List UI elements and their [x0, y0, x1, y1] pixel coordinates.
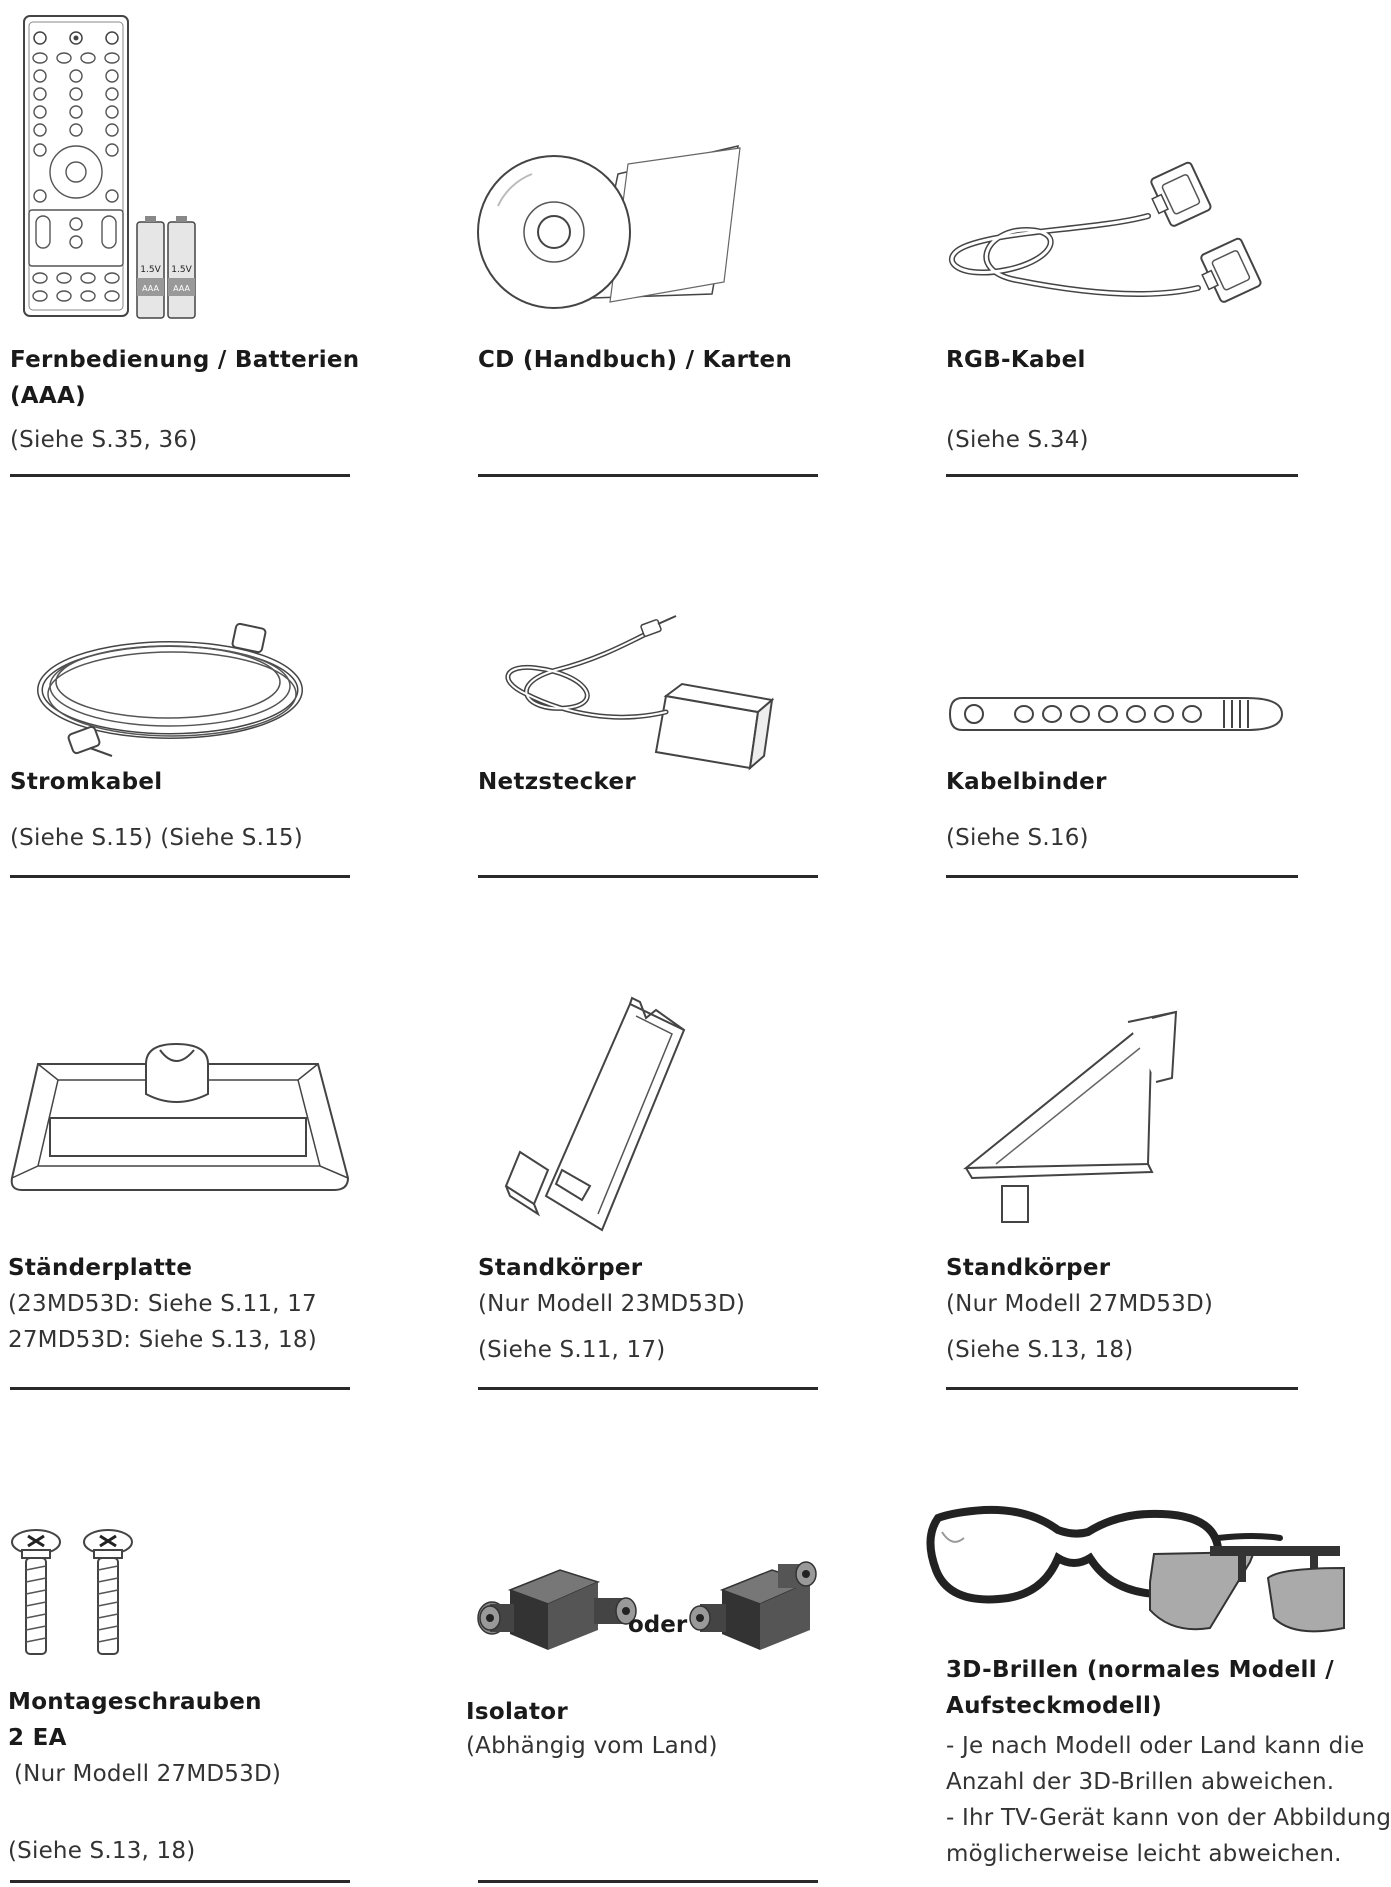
divider: [478, 875, 818, 878]
divider: [10, 474, 350, 477]
rgb-cable-icon: [946, 160, 1266, 320]
item-note: (Nur Modell 27MD53D): [14, 1761, 282, 1787]
item-note: Anzahl der 3D-Brillen abweichen.: [946, 1769, 1335, 1795]
item-note: (Nur Modell 27MD53D): [946, 1291, 1214, 1317]
divider: [946, 474, 1298, 477]
isolator-icon: [470, 1560, 830, 1660]
item-title: RGB-Kabel: [946, 347, 1086, 373]
divider: [946, 1387, 1298, 1390]
divider: [478, 474, 818, 477]
item-note: (Siehe S.35, 36): [10, 427, 198, 453]
item-title: Kabelbinder: [946, 769, 1107, 795]
stand-base-icon: [8, 1050, 353, 1200]
item-title: 3D-Brillen (normales Modell /: [946, 1657, 1334, 1683]
item-title: Standkörper: [946, 1255, 1111, 1281]
item-note: (Siehe S.13, 18): [946, 1337, 1134, 1363]
item-note: - Ihr TV-Gerät kann von der Abbildung: [946, 1805, 1391, 1831]
battery-voltage-label: 1.5V: [140, 265, 161, 275]
item-note: (Abhängig vom Land): [466, 1733, 718, 1759]
item-note: - Je nach Modell oder Land kann die: [946, 1733, 1365, 1759]
divider: [10, 1387, 350, 1390]
item-title: Fernbedienung / Batterien: [10, 347, 360, 373]
item-note: (Nur Modell 23MD53D): [478, 1291, 746, 1317]
item-note: (Siehe S.13, 18): [8, 1838, 196, 1864]
3d-glasses-icon: [924, 1498, 1298, 1648]
item-title: Isolator: [466, 1699, 568, 1725]
battery-voltage-label: 1.5V: [171, 265, 192, 275]
item-title: (AAA): [10, 383, 86, 409]
item-note: (Siehe S.15) (Siehe S.15): [10, 825, 303, 851]
or-label: oder: [628, 1612, 688, 1638]
divider: [10, 1880, 350, 1883]
item-title: Ständerplatte: [8, 1255, 193, 1281]
divider: [946, 875, 1298, 878]
item-title: 2 EA: [8, 1725, 67, 1751]
cable-holder-icon: [946, 694, 1286, 734]
stand-body-icon: [966, 1008, 1186, 1228]
battery-type-label: AAA: [142, 284, 159, 293]
item-title: Standkörper: [478, 1255, 643, 1281]
power-cord-icon: [30, 614, 320, 764]
cd-icon: [478, 146, 743, 306]
item-note: (Siehe S.34): [946, 427, 1089, 453]
item-title: Stromkabel: [10, 769, 163, 795]
item-title: Aufsteckmodell): [946, 1693, 1163, 1719]
item-note: (23MD53D: Siehe S.11, 17: [8, 1291, 317, 1317]
item-title: CD (Handbuch) / Karten: [478, 347, 793, 373]
screw-icon: [10, 1528, 140, 1658]
remote-control-icon: [20, 14, 195, 320]
item-note: (Siehe S.16): [946, 825, 1089, 851]
divider: [478, 1387, 818, 1390]
item-note: (Siehe S.11, 17): [478, 1337, 666, 1363]
stand-body-icon: [506, 1000, 696, 1236]
power-adapter-icon: [496, 624, 776, 774]
item-note: 27MD53D: Siehe S.13, 18): [8, 1327, 317, 1353]
divider: [10, 875, 350, 878]
item-note: möglicherweise leicht abweichen.: [946, 1841, 1342, 1867]
divider: [478, 1880, 818, 1883]
3d-glasses-notes: [946, 1728, 1391, 1878]
item-title: Montageschrauben: [8, 1689, 262, 1715]
battery-type-label: AAA: [173, 284, 190, 293]
item-title: Netzstecker: [478, 769, 637, 795]
